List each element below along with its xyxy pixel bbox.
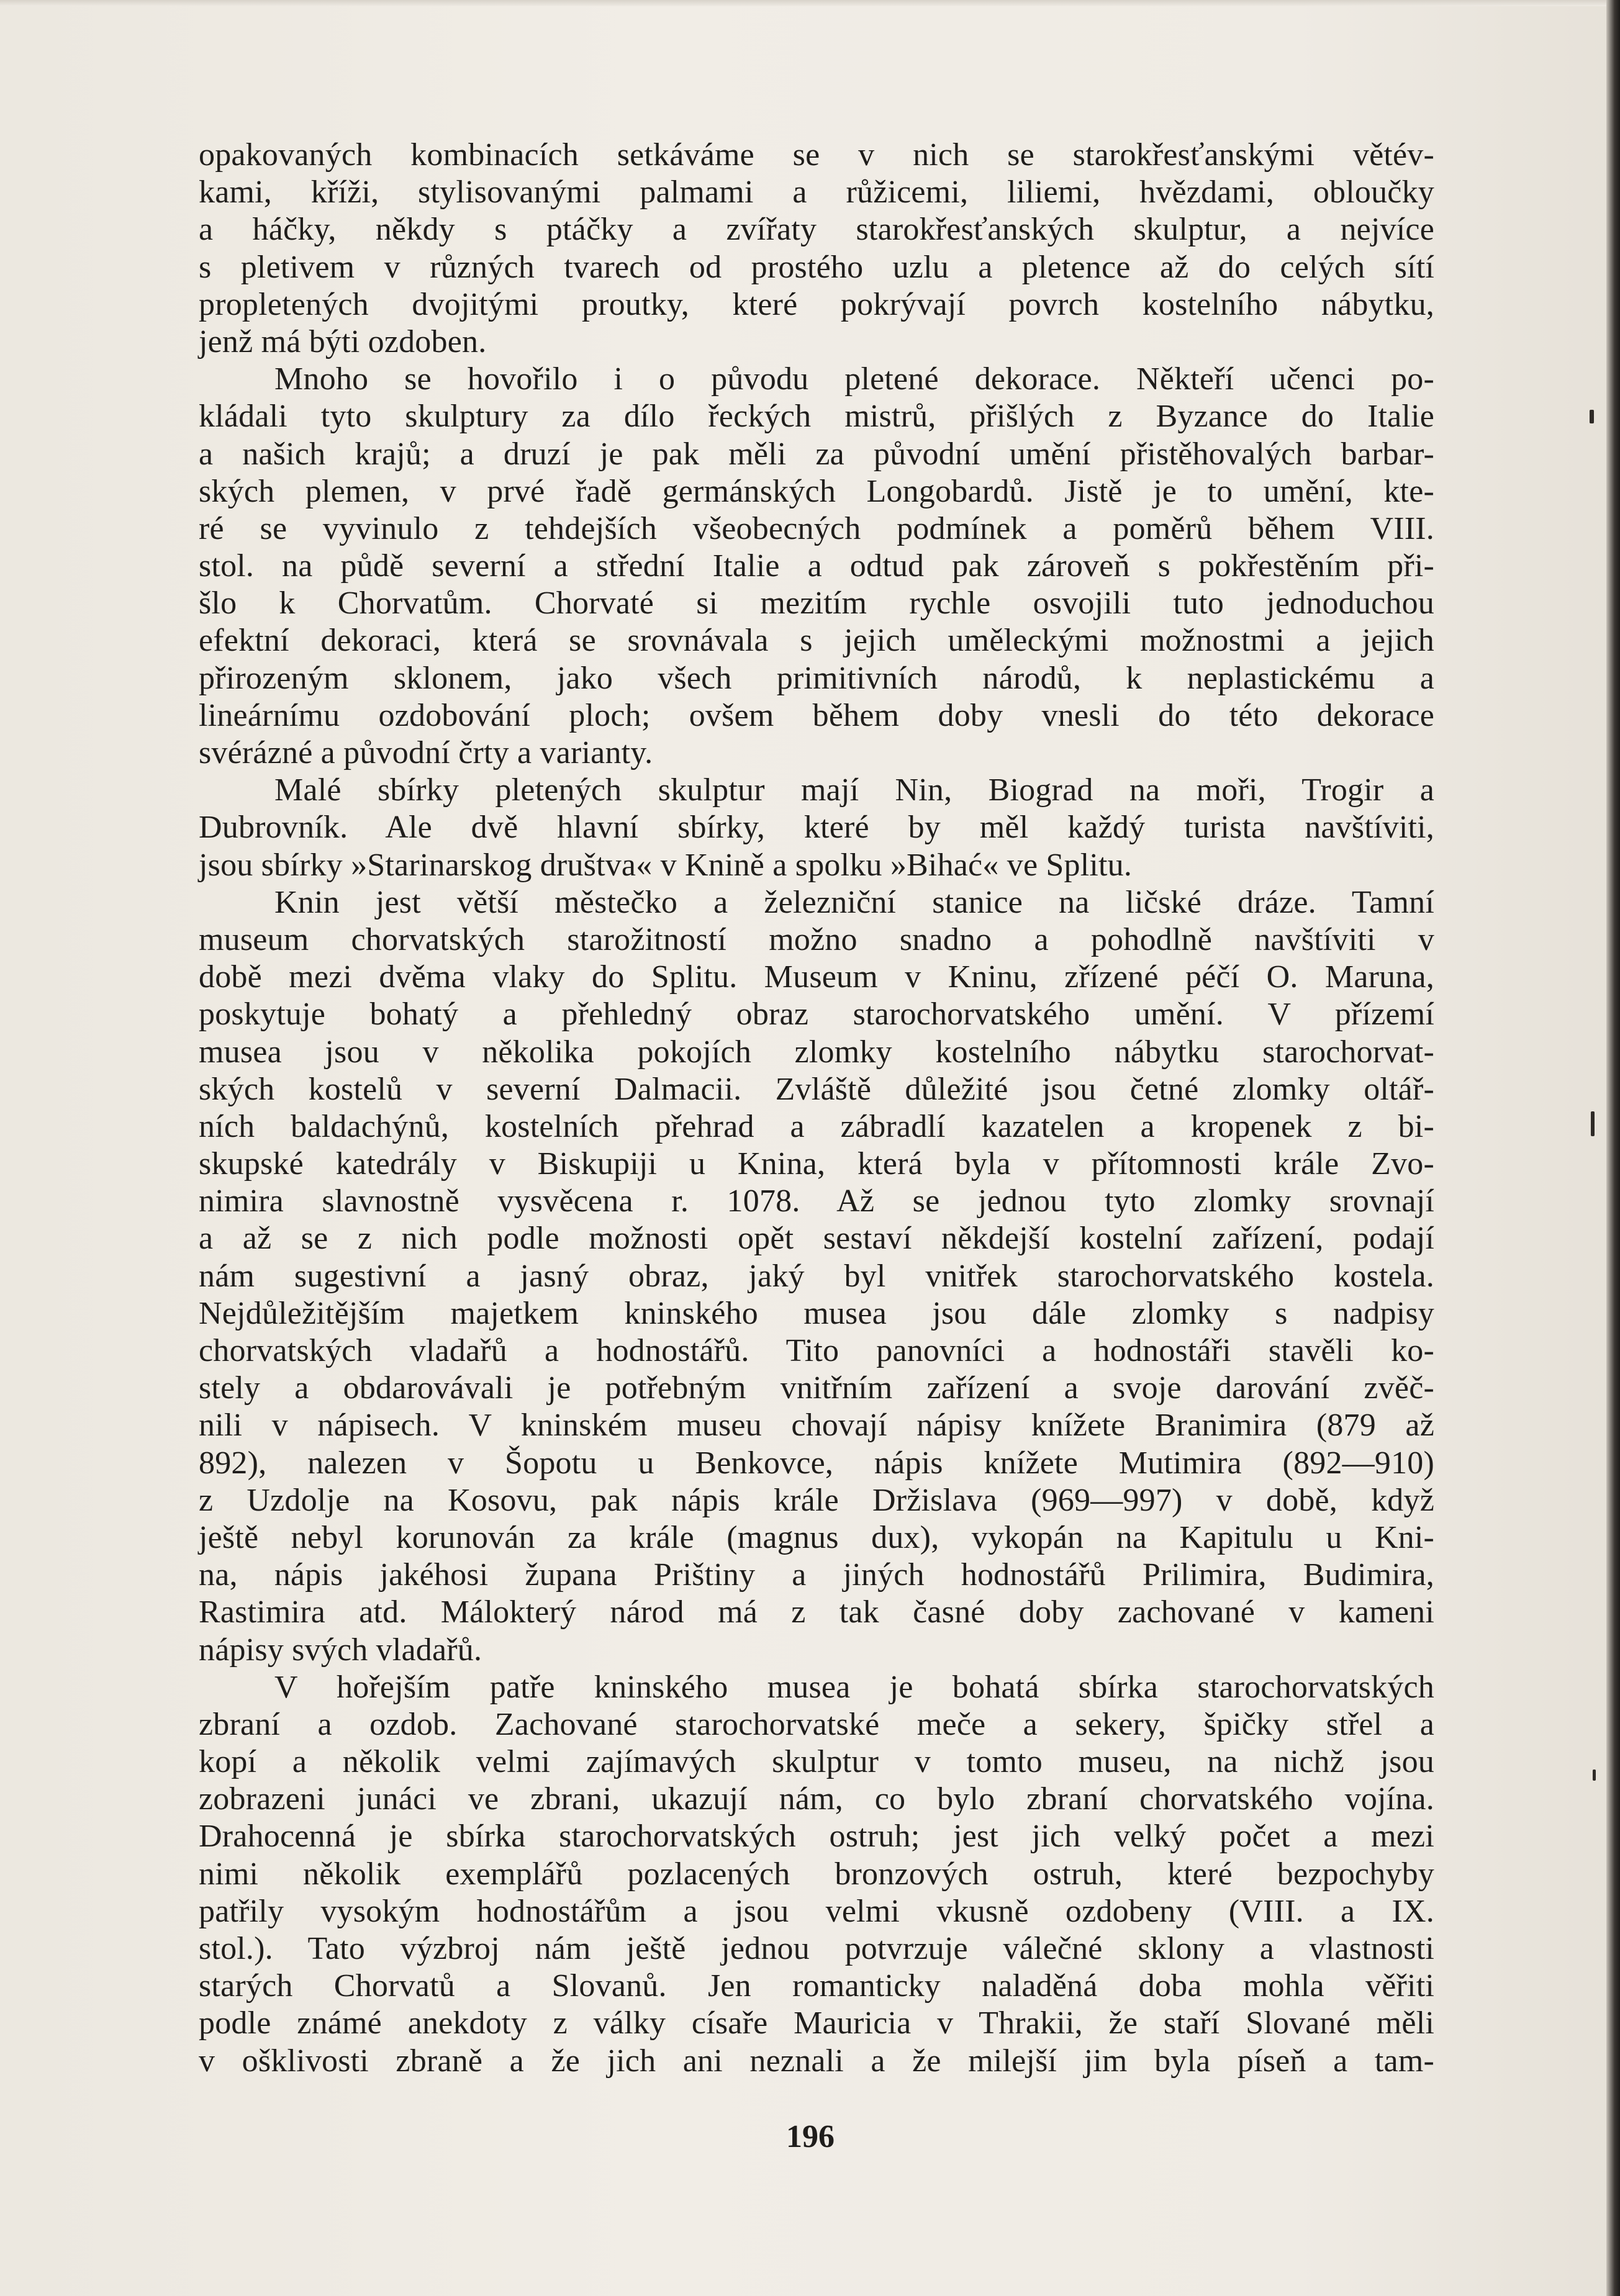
page-top-edge <box>0 0 1620 6</box>
text-line: době mezi dvěma vlaky do Splitu. Museum v Kninu, zřízené péčí O. Maruna, <box>199 959 1434 995</box>
text-line: a háčky, někdy s ptáčky a zvířaty starokřesťanských skulptur, a nejvíce <box>199 212 1434 248</box>
book-binding-edge <box>1606 0 1620 2296</box>
text-line: starých Chorvatů a Slovanů. Jen romanticky naladěná doba mohla věřiti <box>199 1968 1434 2004</box>
text-line: V hořejším patře kninského musea je bohatá sbírka starochorvatských <box>274 1669 1434 1705</box>
text-line: nápisy svých vladařů. <box>199 1632 482 1668</box>
text-line: ských plemen, v prvé řadě germánských Longobardů. Jistě je to umění, kte- <box>199 473 1434 509</box>
text-line: Knin jest větší městečko a železniční stanice na ličské dráze. Tamní <box>274 884 1434 920</box>
text-line: stely a obdarovávali je potřebným vnitřním zařízení a svoje darování zvěč- <box>199 1370 1434 1406</box>
text-line: šlo k Chorvatům. Chorvaté si mezitím rychle osvojili tuto jednoduchou <box>199 585 1434 621</box>
text-line: z Uzdolje na Kosovu, pak nápis krále Držislava (969—997) v době, když <box>199 1482 1434 1518</box>
text-line: jenž má býti ozdoben. <box>199 323 487 359</box>
text-line: přirozeným sklonem, jako všech primitivních národů, k neplastickému a <box>199 660 1434 696</box>
text-line: opakovaných kombinacích setkáváme se v nich se starokřesťanskými větév- <box>199 137 1434 173</box>
text-line: v ošklivosti zbraně a že jich ani neznali a že milejší jim byla píseň a tam- <box>199 2043 1434 2079</box>
text-line: poskytuje bohatý a přehledný obraz starochorvatského umění. V přízemí <box>199 997 1434 1033</box>
text-line: Malé sbírky pletených skulptur mají Nin, Biograd na moři, Trogir a <box>274 772 1434 808</box>
text-line: Nejdůležitějším majetkem kninského musea jsou dále zlomky s nadpisy <box>199 1295 1434 1331</box>
text-line: museum chorvatských starožitností možno snadno a pohodlně navštíviti v <box>199 921 1434 957</box>
text-line: zobrazeni junáci ve zbrani, ukazují nám, co bylo zbraní chorvatského vojína. <box>199 1781 1434 1817</box>
text-line: chorvatských vladařů a hodnostářů. Tito panovníci a hodnostáři stavěli ko- <box>199 1333 1434 1368</box>
text-line: musea jsou v několika pokojích zlomky kostelního nábytku starochorvat- <box>199 1034 1434 1070</box>
text-line: ještě nebyl korunován za krále (magnus dux), vykopán na Kapitulu u Kni- <box>199 1519 1434 1555</box>
text-line: nám sugestivní a jasný obraz, jaký byl vnitřek starochorvatského kostela. <box>199 1258 1434 1294</box>
text-line: jsou sbírky »Starinarskog društva« v Knině a spolku »Bihać« ve Splitu. <box>199 847 1133 883</box>
text-line: Drahocenná je sbírka starochorvatských ostruh; jest jich velký počet a mezi <box>199 1819 1434 1855</box>
text-line: nimira slavnostně vysvěcena r. 1078. Až se jednou tyto zlomky srovnají <box>199 1183 1434 1219</box>
page-number: 196 <box>786 2119 835 2154</box>
text-line: a až se z nich podle možnosti opět sestaví někdejší kostelní zařízení, podají <box>199 1221 1434 1257</box>
text-line: kami, kříži, stylisovanými palmami a růžicemi, liliemi, hvězdami, obloučky <box>199 174 1434 210</box>
text-line: skupské katedrály v Biskupiji u Knina, která byla v přítomnosti krále Zvo- <box>199 1146 1434 1182</box>
text-line: patřily vysokým hodnostářům a jsou velmi vkusně ozdobeny (VIII. a IX. <box>199 1893 1434 1929</box>
text-line: Rastimira atd. Málokterý národ má z tak časné doby zachované v kameni <box>199 1594 1434 1630</box>
text-line: kopí a několik velmi zajímavých skulptur v tomto museu, na nichž jsou <box>199 1744 1434 1780</box>
text-line: ré se vyvinulo z tehdejších všeobecných podmínek a poměrů během VIII. <box>199 510 1434 546</box>
text-line: na, nápis jakéhosi župana Prištiny a jiných hodnostářů Prilimira, Budimira, <box>199 1557 1434 1593</box>
text-line: s pletivem v různých tvarech od prostého uzlu a pletence až do celých sítí <box>199 249 1434 285</box>
text-line: Mnoho se hovořilo i o původu pletené dekorace. Někteří učenci po- <box>274 361 1434 397</box>
margin-mark <box>1591 1111 1595 1136</box>
text-line: nili v nápisech. V kninském museu chovají nápisy knížete Branimira (879 až <box>199 1408 1434 1444</box>
text-line: stol.). Tato výzbroj nám ještě jednou potvrzuje válečné sklony a vlastnosti <box>199 1931 1434 1966</box>
text-line: efektní dekoraci, která se srovnávala s jejich uměleckými možnostmi a jejich <box>199 623 1434 659</box>
text-line: 892), nalezen v Šopotu u Benkovce, nápis knížete Mutimira (892—910) <box>199 1445 1434 1481</box>
text-line: Dubrovník. Ale dvě hlavní sbírky, které by měl každý turista navštíviti, <box>199 810 1434 846</box>
text-line: ských kostelů v severní Dalmacii. Zvláště důležité jsou četné zlomky oltář- <box>199 1071 1434 1107</box>
margin-mark <box>1590 410 1594 423</box>
text-line: zbraní a ozdob. Zachované starochorvatské meče a sekery, špičky střel a <box>199 1706 1434 1742</box>
text-line: propletených dvojitými proutky, které pokrývají povrch kostelního nábytku, <box>199 286 1434 322</box>
body-text <box>199 137 1434 2080</box>
text-line: nimi několik exemplářů pozlacených bronzových ostruh, které bezpochyby <box>199 1856 1434 1892</box>
text-line: stol. na půdě severní a střední Italie a odtud pak zároveň s pokřestěním při- <box>199 548 1434 584</box>
margin-mark <box>1593 1769 1596 1781</box>
text-line: podle známé anekdoty z války císaře Mauricia v Thrakii, že staří Slované měli <box>199 2005 1434 2041</box>
text-line: a našich krajů; a druzí je pak měli za původní umění přistěhovalých barbar- <box>199 436 1434 472</box>
text-line: svérázné a původní črty a varianty. <box>199 735 653 771</box>
text-line: lineárnímu ozdobování ploch; ovšem během doby vnesli do této dekorace <box>199 697 1434 733</box>
text-line: ních baldachýnů, kostelních přehrad a zábradlí kazatelen a kropenek z bi- <box>199 1108 1434 1144</box>
text-line: kládali tyto skulptury za dílo řeckých mistrů, přišlých z Byzance do Italie <box>199 399 1434 435</box>
